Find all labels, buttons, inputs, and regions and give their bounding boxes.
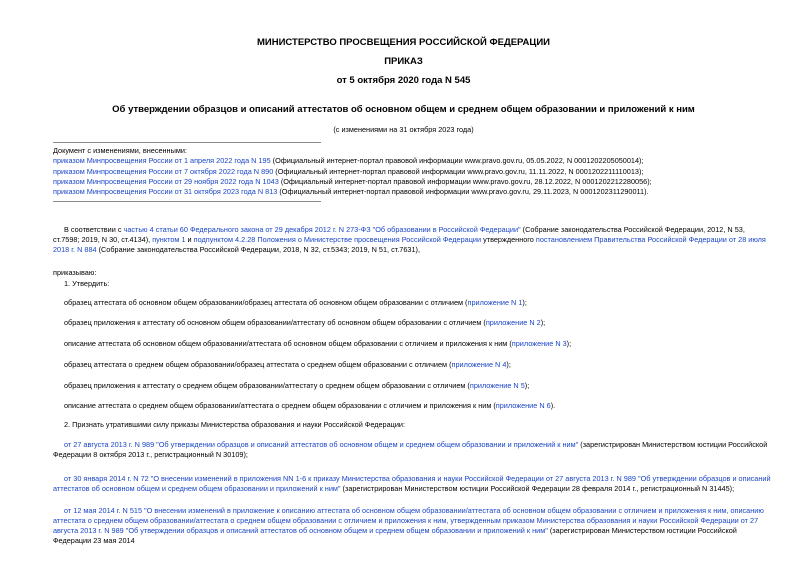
- approve-item-end: );: [540, 318, 546, 327]
- repealed-order-link[interactable]: от 30 января 2014 г. N 72 "О внесении изменений в приложения NN 1-6 к приказу Министерства образования и науки Российской Федерации от 27 августа 2013 г. N 989 "Об утверждении образцов и описаний аттестатов об основном общем и среднем общем образовании и приложений к ним": [53, 474, 771, 493]
- approve-item: [64, 381, 529, 391]
- preamble-text: (Собрание законодательства Российской Федерации, 2012, N 53, ст.7598; 2019, N 30, ст.4134),: [53, 225, 745, 244]
- page-title: Об утверждении образцов и описаний аттестатов об основном общем и среднем общем образовании и приложений к ним: [112, 104, 695, 115]
- bottom-divider: [53, 201, 321, 202]
- approve-item-text: образец приложения к аттестату о среднем общем образовании/аттестату о среднем общем образовании с отличием (: [64, 381, 470, 390]
- approve-item-text: образец приложения к аттестату об основном общем образовании/аттестату об основном общем образовании с отличием (: [64, 318, 486, 327]
- preamble-link-subpoint[interactable]: подпунктом 4.2.28 Положения о Министерстве просвещения Российской Федерации: [193, 235, 482, 244]
- approve-item: [64, 401, 555, 411]
- preamble-link-point[interactable]: пунктом 1: [152, 235, 186, 244]
- top-divider: [53, 142, 321, 143]
- appendix-link[interactable]: приложение N 3: [511, 339, 567, 348]
- repeal-item: [53, 474, 771, 494]
- repeal-item: [53, 440, 771, 460]
- appendix-link[interactable]: приложение N 5: [469, 381, 525, 390]
- approve-item-end: );: [506, 360, 511, 369]
- approve-item-text: описание аттестата о среднем общем образовании/аттестата о среднем общем образовании с отличием и приложения к ним (: [64, 401, 496, 410]
- changes-link[interactable]: приказом Минпросвещения России от 1 апреля 2022 года N 195: [53, 156, 271, 165]
- approve-item: [64, 339, 571, 349]
- preamble-text: утвержденного: [481, 235, 536, 244]
- repeal-item-text: (зарегистрирован Министерством юстиции Российской Федерации 28 февраля 2014 г., регистрационный N 31445);: [340, 484, 735, 493]
- edition-note: (с изменениями на 31 октября 2023 года): [333, 125, 474, 134]
- changes-link[interactable]: приказом Минпросвещения России от 29 ноября 2022 года N 1043: [53, 177, 279, 186]
- preamble-text: и: [185, 235, 194, 244]
- changes-source: (Официальный интернет-портал правовой информации www.pravo.gov.ru, 29.11.2023, N 0001202311290011).: [277, 187, 649, 196]
- changes-link[interactable]: приказом Минпросвещения России от 31 октября 2023 года N 813: [53, 187, 278, 196]
- approve-item-end: );: [566, 339, 572, 348]
- repeal-item-text: (зарегистрирован Министерством юстиции Российской Федерации 8 октября 2013 г., регистрационный N 30109);: [53, 440, 768, 459]
- changes-item: [53, 156, 644, 166]
- changes-link[interactable]: приказом Минпросвещения России от 7 октября 2022 года N 890: [53, 167, 274, 176]
- preamble-paragraph: [53, 225, 771, 255]
- preamble-text: (Собрание законодательства Российской Федерации, 2018, N 32, ст.5343; 2019, N 51, ст.7631),: [96, 245, 420, 254]
- approve-item: [64, 360, 511, 370]
- approve-item: [64, 318, 545, 328]
- appendix-link[interactable]: приложение N 4: [451, 360, 507, 369]
- approve-item-text: описание аттестата об основном общем образовании/аттестата об основном общем образовании с отличием и приложения к ним (: [64, 339, 512, 348]
- date-number: от 5 октября 2020 года N 545: [336, 75, 471, 86]
- repeal-heading: 2. Признать утратившими силу приказы Министерства образования и науки Российской Федерации:: [64, 420, 406, 429]
- appendix-link[interactable]: приложение N 1: [467, 298, 523, 307]
- changes-item: [53, 167, 643, 177]
- doc-type: ПРИКАЗ: [384, 56, 423, 67]
- approve-item-text: образец аттестата об основном общем образовании/образец аттестата об основном общем образовании с отличием (: [64, 298, 468, 307]
- repealed-order-link[interactable]: от 12 мая 2014 г. N 515 "О внесении изменений в приложение к описанию аттестата об основном общем образовании/аттестата об основном общем образовании с отличием и приложения к ним, описанию аттестата о среднем общем образовании/аттестата о среднем общем образовании с отличием и приложения к ним, утвержденным приказом Министерства образования и науки Российской Федерации от 27 августа 2013 г. N 989 "Об утверждении образцов и описаний аттестатов об основном общем и среднем общем образовании и приложений к ним": [53, 506, 764, 535]
- approve-item-end: ).: [550, 401, 556, 410]
- changes-source: (Официальный интернет-портал правовой информации www.pravo.gov.ru, 28.12.2022, N 0001202212280056);: [278, 177, 652, 186]
- order-word: приказываю:: [53, 268, 97, 277]
- preamble-link-resolution[interactable]: постановлением Правительства Российской Федерации от 28 июля 2018 г. N 884: [53, 235, 766, 254]
- preamble-link-law[interactable]: частью 4 статьи 60 Федерального закона от 29 декабря 2012 г. N 273-ФЗ "Об образовании в Российской Федерации": [123, 225, 521, 234]
- repeal-item: [53, 506, 771, 546]
- changes-intro: Документ с изменениями, внесенными:: [53, 146, 187, 155]
- approve-item-text: образец аттестата о среднем общем образовании/образец аттестата о среднем общем образовании с отличием (: [64, 360, 452, 369]
- appendix-link[interactable]: приложение N 2: [485, 318, 541, 327]
- approve-item: [64, 298, 527, 308]
- ministry-name: МИНИСТЕРСТВО ПРОСВЕЩЕНИЯ РОССИЙСКОЙ ФЕДЕРАЦИИ: [256, 37, 551, 48]
- repeal-item-text: (зарегистрирован Министерством юстиции Российской Федерации 23 мая 2014: [53, 526, 737, 545]
- changes-item: [53, 177, 652, 187]
- changes-item: [53, 187, 649, 197]
- approve-item-end: );: [522, 298, 527, 307]
- approve-item-end: );: [524, 381, 530, 390]
- changes-source: (Официальный интернет-портал правовой информации www.pravo.gov.ru, 11.11.2022, N 0001202211110013);: [273, 167, 644, 176]
- approve-heading: 1. Утвердить:: [64, 279, 110, 288]
- appendix-link[interactable]: приложение N 6: [495, 401, 551, 410]
- repealed-order-link[interactable]: от 27 августа 2013 г. N 989 "Об утверждении образцов и описаний аттестатов об основном общем и среднем общем образовании и приложений к ним": [64, 440, 579, 449]
- preamble-text: В соответствии с: [64, 225, 124, 234]
- changes-source: (Официальный интернет-портал правовой информации www.pravo.gov.ru, 05.05.2022, N 0001202205050014);: [270, 156, 644, 165]
